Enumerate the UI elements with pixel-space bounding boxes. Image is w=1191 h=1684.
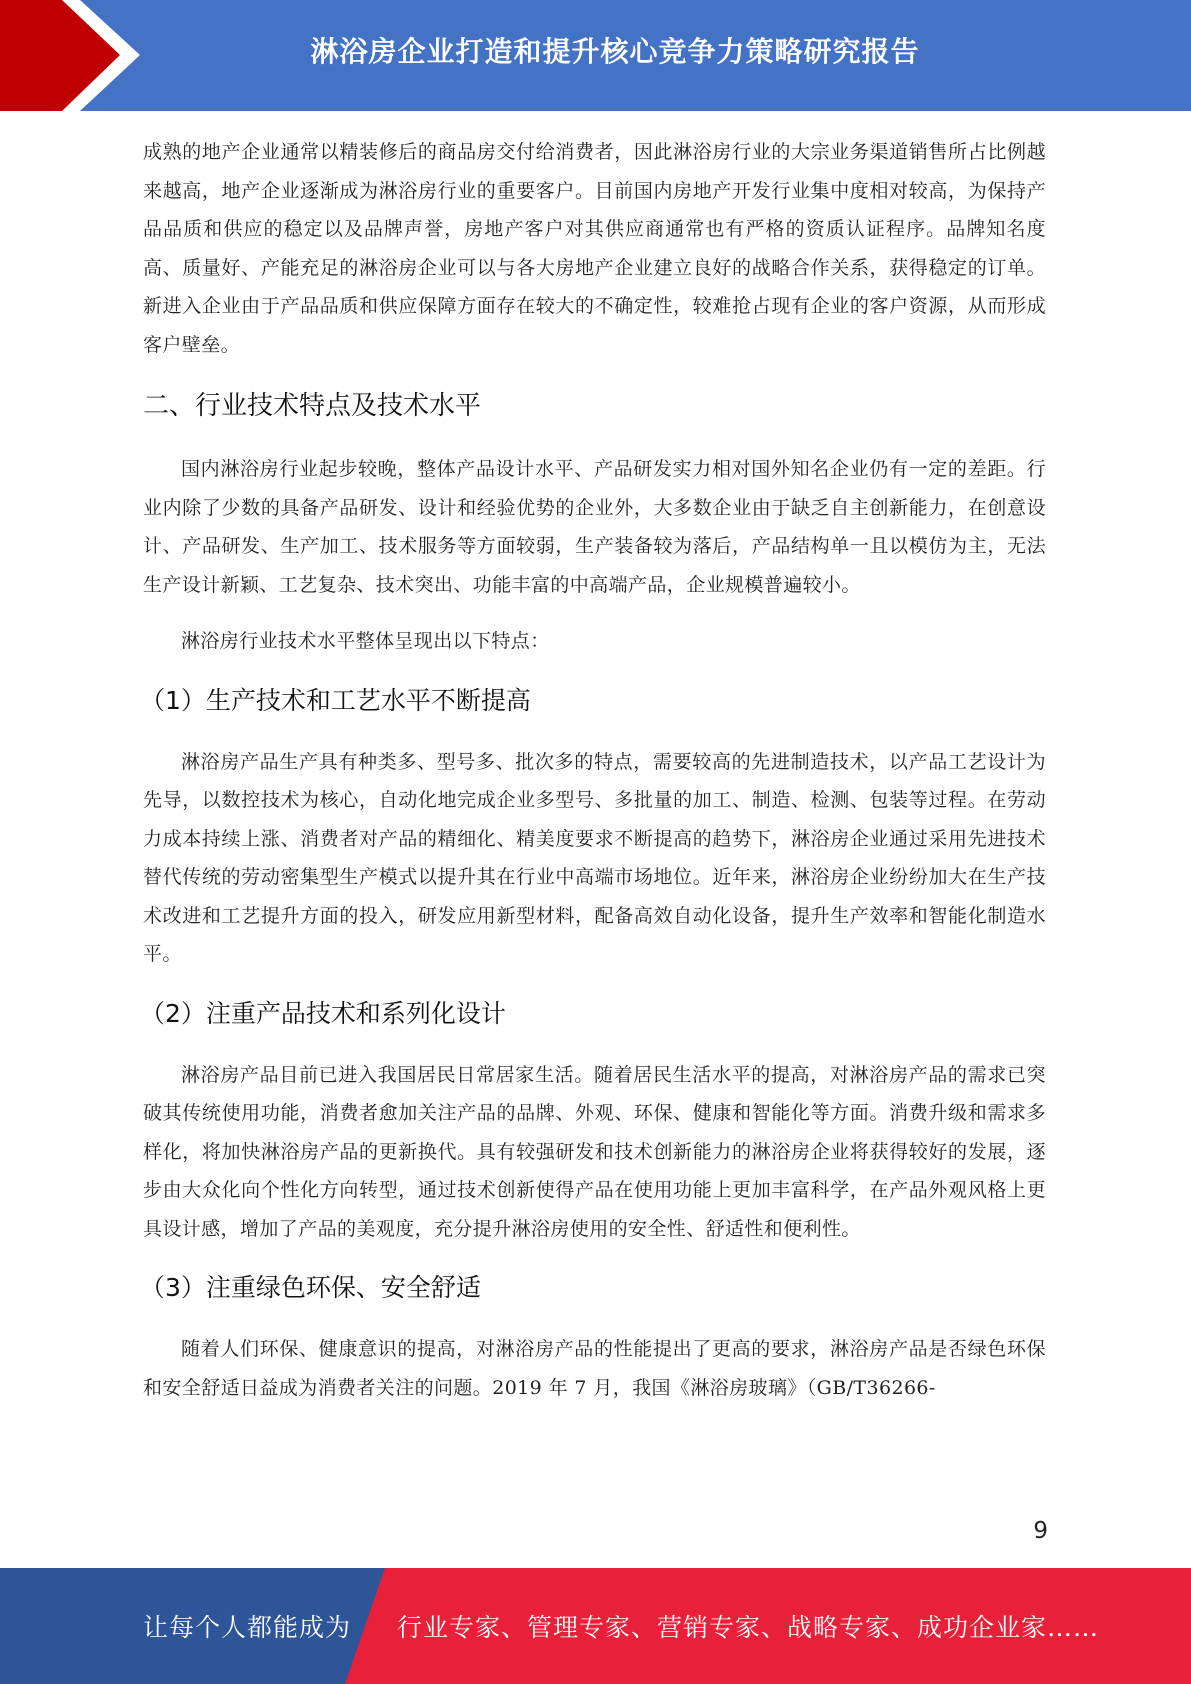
- page-header: [0, 0, 1191, 111]
- subsection1-paragraph: 淋浴房产品生产具有种类多、型号多、批次多的特点，需要较高的先进制造技术，以产品工艺设计为先导，以数控技术为核心，自动化地完成企业多型号、多批量的加工、制造、检测、包装等过程。在劳动力成本持续上涨、消费者对产品的精细化、精美度要求不断提高的趋势下，淋浴房企业通过采用先进技术替代传统的劳动密集型生产模式以提升其在行业中高端市场地位。近年来，淋浴房企业纷纷加大在生产技术改进和工艺提升方面的投入，研发应用新型材料，配备高效自动化设备，提升生产效率和智能化制造水平。: [143, 750, 1046, 965]
- document-body: [140, 133, 1046, 1407]
- footer-slogan-left: 让每个人都能成为: [143, 1613, 352, 1642]
- section2-paragraph-1: 国内淋浴房行业起步较晚，整体产品设计水平、产品研发实力相对国外知名企业仍有一定的差距。行业内除了少数的具备产品研发、设计和经验优势的企业外，大多数企业由于缺乏自主创新能力，在创意设计、产品研发、生产加工、技术服务等方面较弱，生产装备较为落后，产品结构单一且以模仿为主，无法生产设计新颖、工艺复杂、技术突出、功能丰富的中高端产品，企业规模普遍较小。: [143, 458, 1046, 596]
- footer-slogan-right: 行业专家、管理专家、营销专家、战略专家、成功企业家……: [397, 1613, 1100, 1642]
- subsection-heading-1: （1）生产技术和工艺水平不断提高: [140, 685, 531, 715]
- page-number: 9: [1033, 1518, 1048, 1544]
- subsection2-paragraph: 淋浴房产品目前已进入我国居民日常居家生活。随着居民生活水平的提高，对淋浴房产品的需求已突破其传统使用功能，消费者愈加关注产品的品牌、外观、环保、健康和智能化等方面。消费升级和需求多样化，将加快淋浴房产品的更新换代。具有较强研发和技术创新能力的淋浴房企业将获得较好的发展，逐步由大众化向个性化方向转型，通过技术创新使得产品在使用功能上更加丰富科学，在产品外观风格上更具设计感，增加了产品的美观度，充分提升淋浴房使用的安全性、舒适性和便利性。: [143, 1063, 1046, 1240]
- subsection-heading-2: （2）注重产品技术和系列化设计: [140, 998, 506, 1028]
- section-heading-2: 二、行业技术特点及技术水平: [143, 391, 482, 421]
- page-footer: [0, 1568, 1191, 1684]
- intro-paragraph: 成熟的地产企业通常以精装修后的商品房交付给消费者，因此淋浴房行业的大宗业务渠道销售所占比例越来越高，地产企业逐渐成为淋浴房行业的重要客户。目前国内房地产开发行业集中度相对较高，为保持产品品质和供应的稳定以及品牌声誉，房地产客户对其供应商通常也有严格的资质认证程序。品牌知名度高、质量好、产能充足的淋浴房企业可以与各大房地产企业建立良好的战略合作关系，获得稳定的订单。新进入企业由于产品品质和供应保障方面存在较大的不确定性，较难抢占现有企业的客户资源，从而形成客户壁垒。: [143, 141, 1046, 356]
- subsection3-paragraph: 随着人们环保、健康意识的提高，对淋浴房产品的性能提出了更高的要求，淋浴房产品是否绿色环保和安全舒适日益成为消费者关注的问题。2019 年 7 月，我国《淋浴房玻璃》（GB/T36266-: [143, 1338, 1046, 1399]
- report-title: 淋浴房企业打造和提升核心竞争力策略研究报告: [310, 35, 920, 68]
- subsection-heading-3: （3）注重绿色环保、安全舒适: [140, 1273, 481, 1302]
- section2-paragraph-2: 淋浴房行业技术水平整体呈现出以下特点：: [181, 630, 550, 652]
